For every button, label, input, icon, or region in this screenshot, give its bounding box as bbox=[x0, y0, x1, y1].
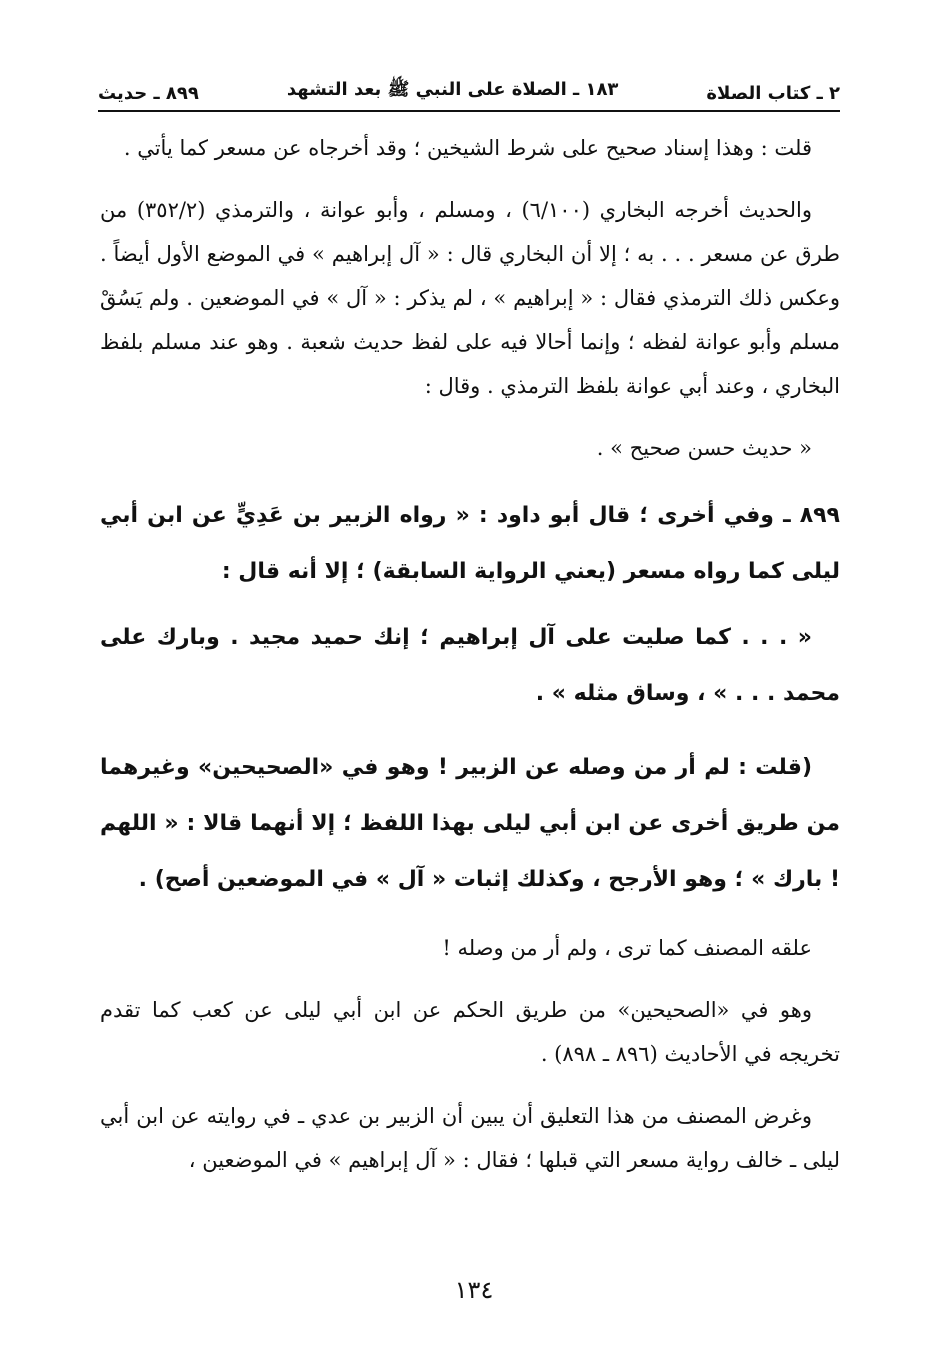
running-header bbox=[98, 70, 840, 110]
paragraph-purpose-note: وغرض المصنف من هذا التعليق أن يبين أن الزبير بن عدي ـ في روايته عن ابن أبي ليلى ـ خالف رواية مسعر التي قبلها ؛ فقال : « آل إبراهيم » في الموضعين ، bbox=[100, 1104, 840, 1172]
paragraph-tirmidhi-grading: « حديث حسن صحيح » . bbox=[596, 436, 812, 460]
header-divider bbox=[98, 110, 840, 112]
paragraph-hadith-text: « . . . كما صليت على آل إبراهيم ؛ إنك حميد مجيد . وبارك على محمد . . . » ، وساق مثله » . bbox=[100, 625, 840, 706]
header-hadith-number: ٨٩٩ ـ حديث bbox=[98, 83, 199, 104]
header-book-chapter: ٢ ـ كتاب الصلاة bbox=[706, 83, 840, 104]
header-section-title: ١٨٣ ـ الصلاة على النبي ﷺ بعد التشهد bbox=[286, 79, 619, 100]
paragraph-editor-note: (قلت : لم أر من وصله عن الزبير ! وهو في «الصحيحين» وغيرهما من طريق أخرى عن ابن أبي ليلى بهذا اللفظ ؛ إلا أنهما قالا : « اللهم ! بارك » ؛ وهو الأرجح ، وكذلك إثبات « آل » في الموضعين أصح) . bbox=[100, 755, 840, 892]
paragraph-takhrij: والحديث أخرجه البخاري (٦/١٠٠) ، ومسلم ، وأبو عوانة ، والترمذي (٣٥٢/٢) من طرق عن مسعر . . . به ؛ إلا أن البخاري قال : « آل إبراهيم » في الموضع الأول أيضاً . وعكس ذلك الترمذي فقال : « إبراهيم » ، لم يذكر : « آل » في الموضعين . ولم يَسُقْ مسلم وأبو عوانة لفظه ؛ وإنما أحالا فيه على لفظ حديث شعبة . وهو عند مسلم بلفظ البخاري ، وعند أبي عوانة بلفظ الترمذي . وقال : bbox=[100, 198, 840, 398]
page-number: ١٣٤ bbox=[454, 1276, 494, 1304]
page-body bbox=[100, 126, 840, 1200]
paragraph-sahihain-note: وهو في «الصحيحين» من طريق الحكم عن ابن أبي ليلى عن كعب كما تقدم تخريجه في الأحاديث (٨٩٦ ـ ٨٩٨) . bbox=[100, 998, 840, 1066]
paragraph-hadith-899: ٨٩٩ ـ وفي أخرى ؛ قال أبو داود : « رواه الزبير بن عَدِيٍّ عن ابن أبي ليلى كما رواه مسعر (يعني الرواية السابقة) ؛ إلا أنه قال : bbox=[100, 503, 840, 584]
paragraph-sanad-note: قلت : وهذا إسناد صحيح على شرط الشيخين ؛ وقد أخرجاه عن مسعر كما يأتي . bbox=[123, 136, 812, 160]
paragraph-mualaq-note: علقه المصنف كما ترى ، ولم أر من وصله ! bbox=[442, 936, 812, 960]
